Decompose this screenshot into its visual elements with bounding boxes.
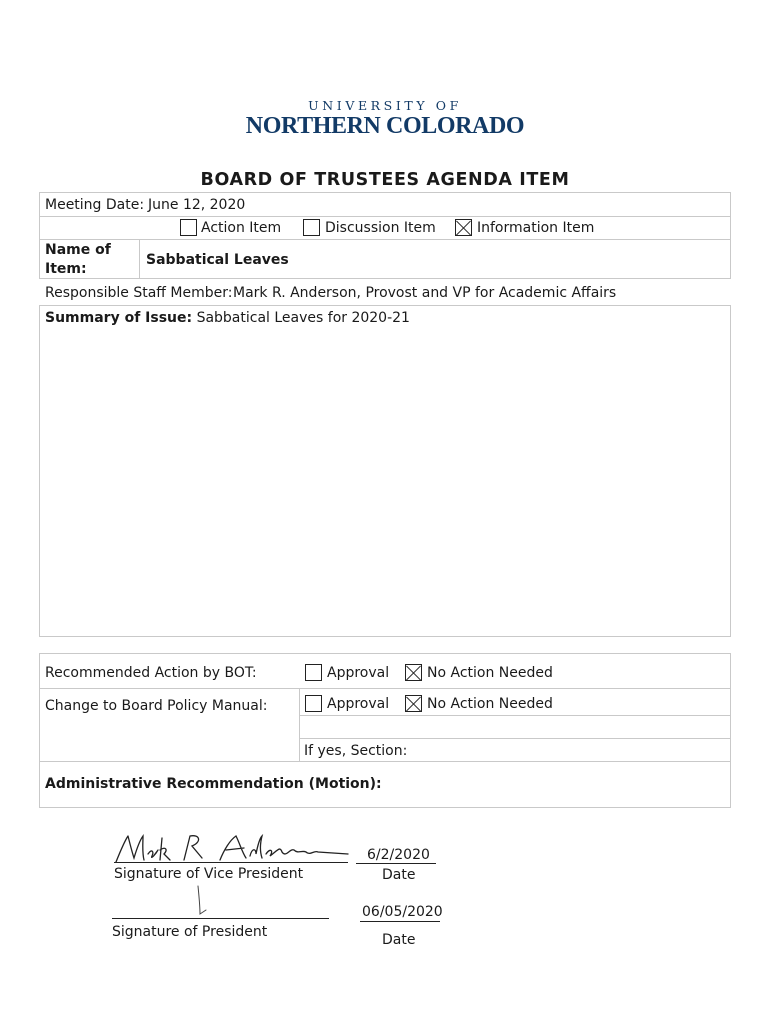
president-date-label: Date [382, 932, 416, 948]
divider [139, 240, 140, 278]
president-signature [190, 884, 220, 918]
policy-no-action-label: No Action Needed [427, 696, 553, 712]
recommended-action-label: Recommended Action by BOT: [45, 665, 257, 681]
vp-date-label: Date [382, 867, 416, 883]
policy-no-action-checkbox[interactable] [405, 695, 422, 712]
information-item-checkbox[interactable] [455, 219, 472, 236]
divider [40, 688, 730, 689]
divider [300, 738, 730, 739]
document-title: BOARD OF TRUSTEES AGENDA ITEM [200, 170, 570, 190]
action-item-label: Action Item [201, 220, 282, 236]
divider [40, 761, 730, 762]
recommended-approval-checkbox[interactable] [305, 664, 322, 681]
vp-signature-line [114, 862, 348, 863]
discussion-item-label: Discussion Item [325, 220, 436, 236]
summary-label: Summary of Issue: [45, 310, 193, 326]
divider [300, 715, 730, 716]
policy-approval-checkbox[interactable] [305, 695, 322, 712]
recommended-no-action-label: No Action Needed [427, 665, 553, 681]
vp-signature-label: Signature of Vice President [114, 866, 304, 882]
information-item-label: Information Item [477, 220, 595, 236]
recommended-no-action-checkbox[interactable] [405, 664, 422, 681]
vp-date: 6/2/2020 [367, 847, 430, 863]
motion-label: Administrative Recommendation (Motion): [45, 776, 382, 792]
responsible-staff-value: Mark R. Anderson, Provost and VP for Academic Affairs [233, 285, 617, 301]
summary-box [39, 305, 731, 637]
discussion-item-checkbox[interactable] [303, 219, 320, 236]
summary-line [45, 310, 410, 326]
summary-value: Sabbatical Leaves for 2020-21 [196, 310, 410, 326]
vp-date-line [356, 863, 436, 864]
president-date: 06/05/2020 [362, 904, 443, 920]
divider [299, 689, 300, 761]
meeting-date-label: Meeting Date: [45, 197, 145, 213]
president-signature-label: Signature of President [112, 924, 268, 940]
policy-change-label: Change to Board Policy Manual: [45, 698, 268, 714]
name-of-item-label-2: Item: [45, 261, 87, 277]
president-date-line [360, 921, 440, 922]
logo-university-of: UNIVERSITY OF [308, 98, 462, 113]
recommended-approval-label: Approval [327, 665, 390, 681]
action-item-checkbox[interactable] [180, 219, 197, 236]
meeting-date-value: June 12, 2020 [148, 197, 246, 213]
responsible-staff-label: Responsible Staff Member: [45, 285, 233, 301]
name-of-item-label-1: Name of [45, 242, 111, 258]
divider [40, 239, 730, 240]
divider [40, 216, 730, 217]
logo-northern-colorado: NORTHERN COLORADO [245, 113, 525, 139]
policy-approval-label: Approval [327, 696, 390, 712]
name-of-item-value: Sabbatical Leaves [146, 252, 289, 268]
policy-section-label: If yes, Section: [304, 743, 408, 759]
president-signature-line [112, 918, 329, 919]
